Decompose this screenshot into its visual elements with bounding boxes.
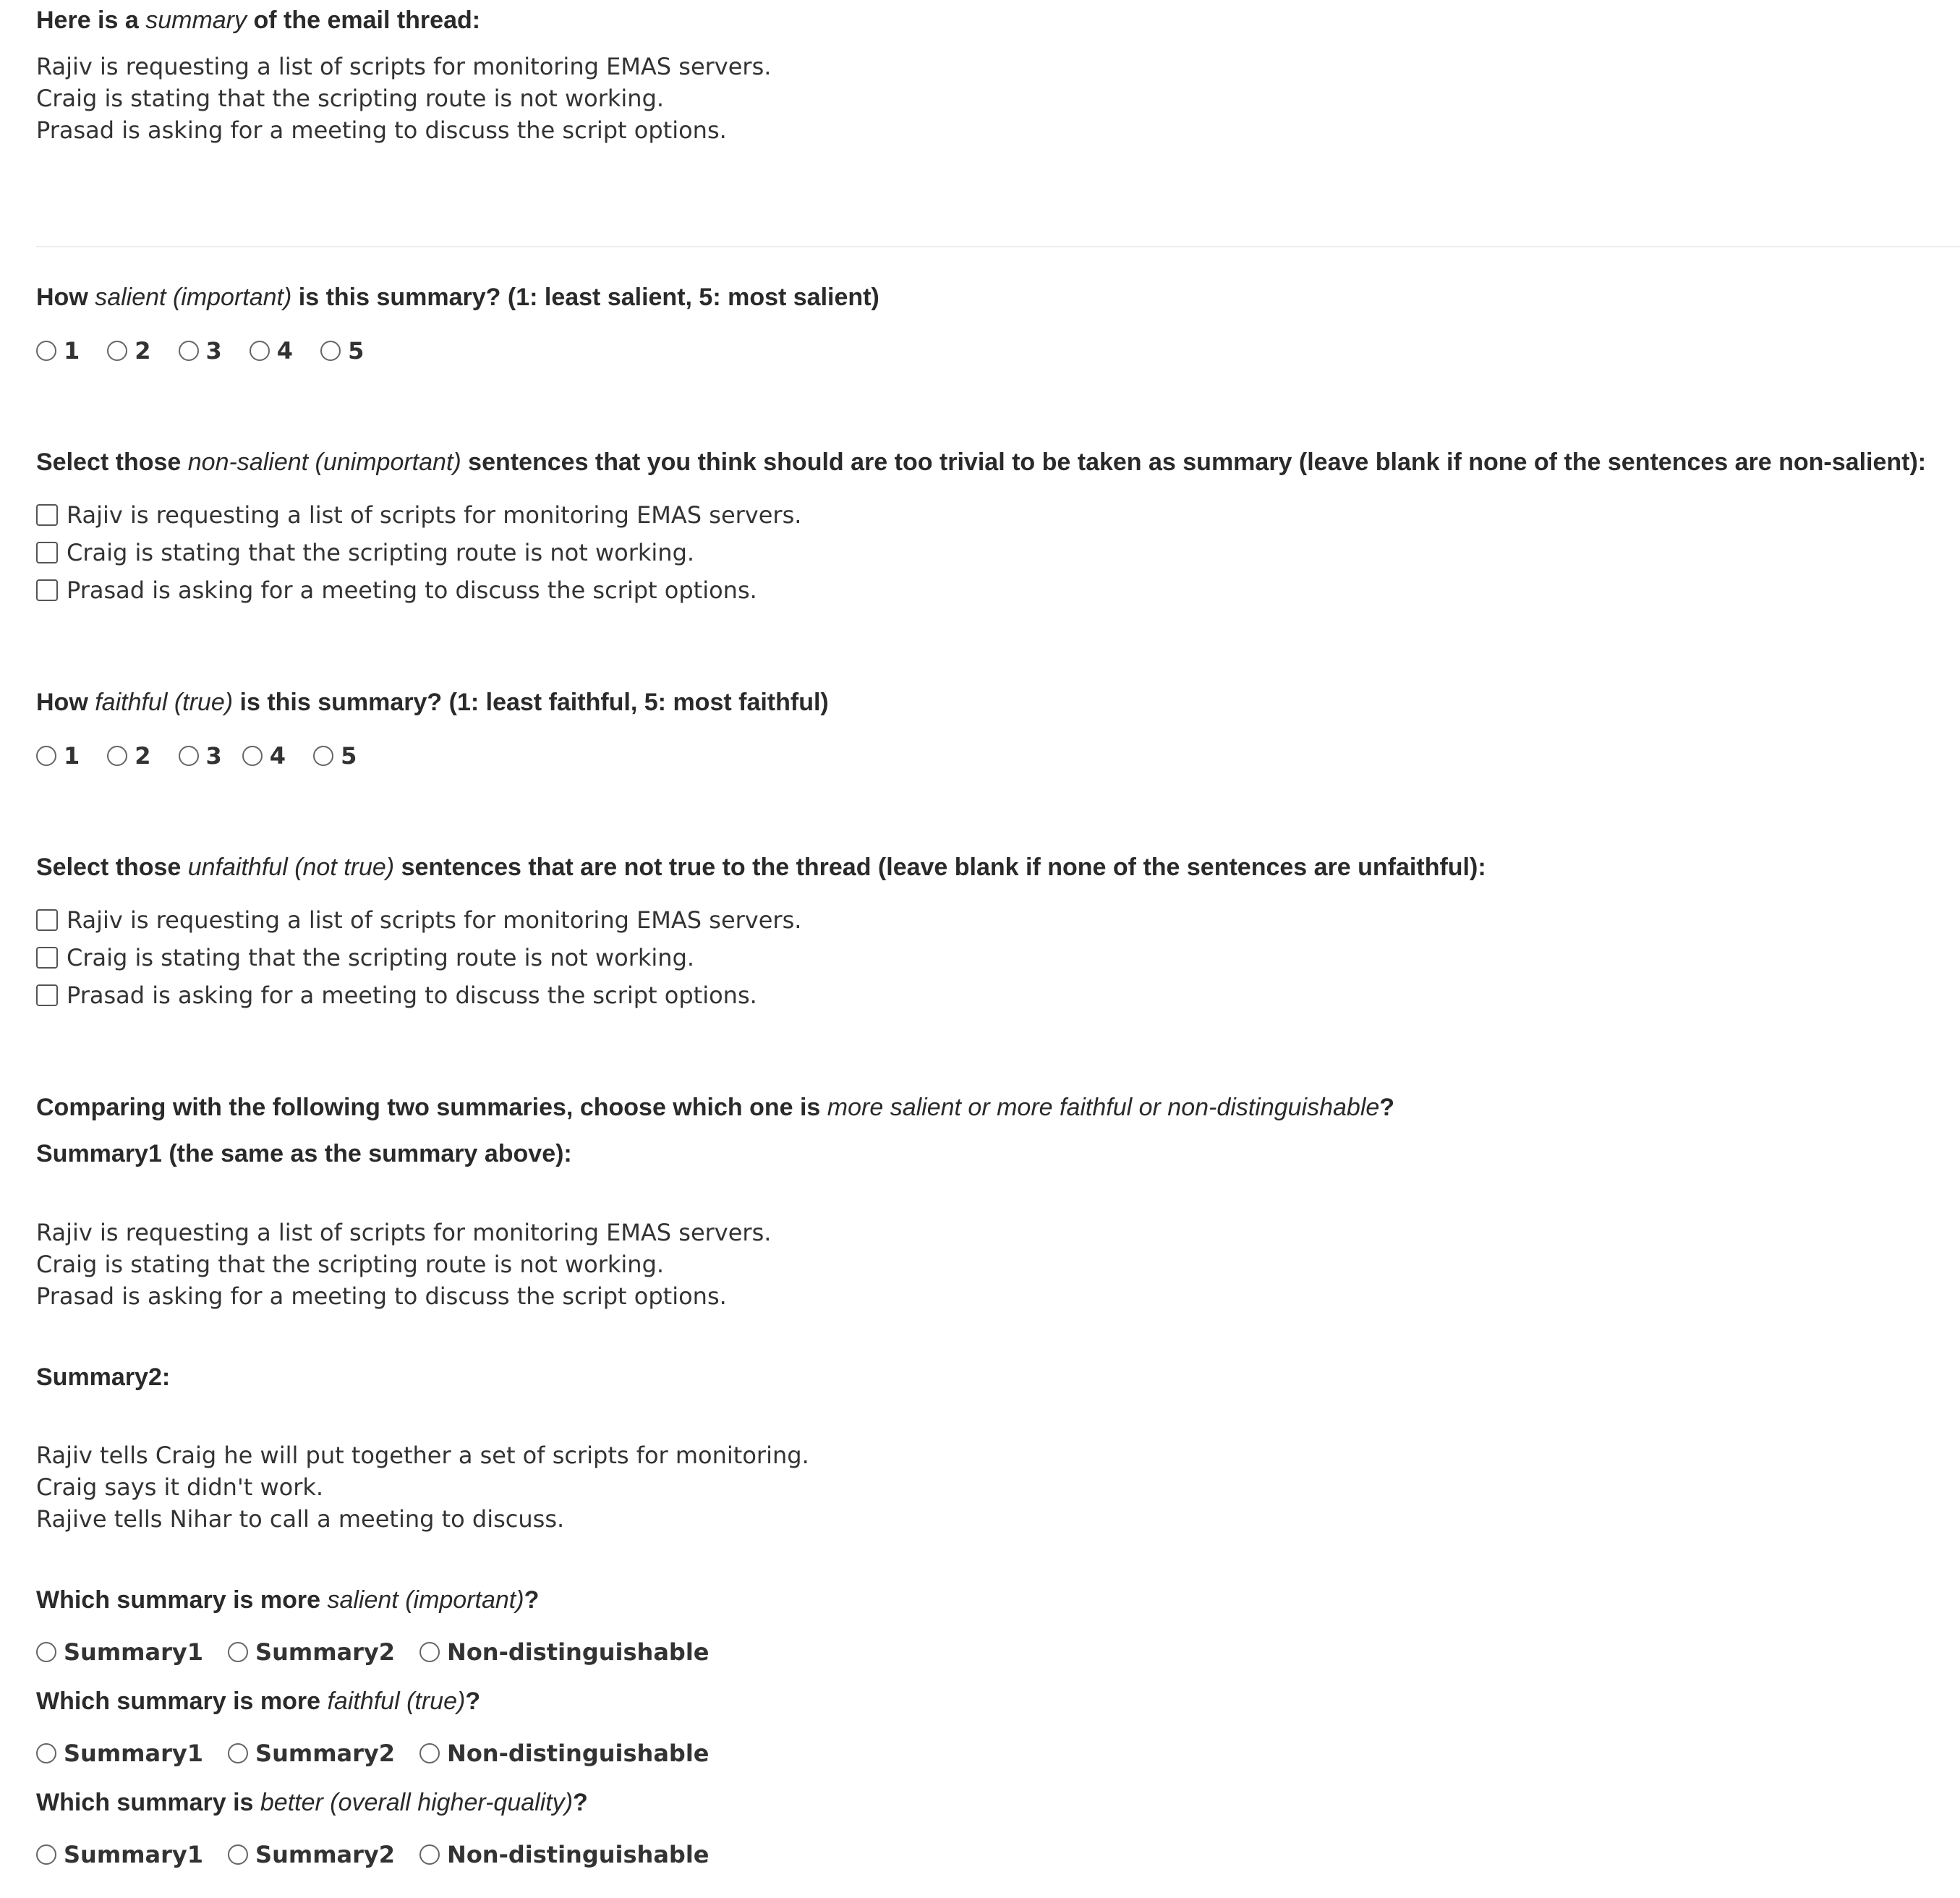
faithful-radio-1[interactable] [36,746,56,766]
compare-better-option-nondistinguishable[interactable] [419,1841,709,1868]
unfaithful-option-2[interactable] [36,940,694,976]
unfaithful-option-3[interactable] [36,977,757,1013]
nonsalient-question [36,448,1926,477]
compare-faithful-prefix: Which summary is more [36,1688,328,1715]
unfaithful-option-1[interactable] [36,902,801,938]
faithful-option-5-label: 5 [341,742,357,770]
summary-heading-emphasis: summary [145,7,247,34]
compare-salient-radio-summary2[interactable] [228,1642,248,1662]
summary1-sentence-1: Rajiv is requesting a list of scripts for monitoring EMAS servers. [36,1219,772,1246]
faithful-option-3[interactable] [179,742,222,770]
salience-radio-3[interactable] [179,341,199,361]
compare-better-group [36,1839,709,1871]
compare-question-suffix: ? [1379,1094,1395,1121]
faithful-option-5[interactable] [313,742,357,770]
compare-better-question [36,1788,588,1817]
summary2-sentence-1: Rajiv tells Craig he will put together a set of scripts for monitoring. [36,1442,809,1469]
salience-option-3[interactable] [179,337,222,365]
faithful-rating-group [36,740,357,772]
salience-question-emphasis: salient (important) [95,284,292,311]
compare-better-emphasis: better (overall higher-quality) [260,1789,574,1816]
salience-radio-2[interactable] [107,341,127,361]
compare-faithful-emphasis: faithful (true) [327,1688,466,1715]
salience-option-4-label: 4 [276,337,294,365]
nonsalient-question-suffix: sentences that you think should are too trivial to be taken as summary (leave blank if none of the sentences are non-salient): [461,448,1927,476]
faithful-option-1-label: 1 [64,742,80,770]
nonsalient-checkbox-2[interactable] [36,542,58,563]
compare-question [36,1093,1394,1122]
faithful-option-2[interactable] [107,742,150,770]
compare-salient-group [36,1636,709,1668]
compare-better-suffix: ? [573,1789,588,1816]
unfaithful-question-emphasis: unfaithful (not true) [187,854,395,881]
compare-faithful-radio-nondistinguishable[interactable] [419,1743,440,1763]
faithful-radio-4[interactable] [242,746,263,766]
unfaithful-option-2-label: Craig is stating that the scripting route is not working. [67,944,695,971]
summary-heading-suffix: of the email thread: [247,7,481,34]
salience-option-4[interactable] [250,337,293,365]
unfaithful-question [36,853,1486,882]
nonsalient-question-prefix: Select those [36,448,188,476]
compare-better-radio-summary2[interactable] [228,1844,248,1865]
salience-option-1[interactable] [36,337,80,365]
summary2-heading: Summary2: [36,1363,171,1391]
faithful-option-1[interactable] [36,742,80,770]
summary1-sentence-2: Craig is stating that the scripting route is not working. [36,1251,665,1278]
compare-salient-label-summary1: Summary1 [64,1638,204,1666]
summary1-text [36,1217,771,1312]
faithful-option-4[interactable] [242,742,286,770]
compare-question-prefix: Comparing with the following two summaries, choose which one is [36,1094,827,1121]
summary-sentence-1: Rajiv is requesting a list of scripts for monitoring EMAS servers. [36,53,772,80]
nonsalient-checkbox-3[interactable] [36,579,58,601]
salience-option-2-label: 2 [135,337,151,365]
compare-salient-radio-summary1[interactable] [36,1642,56,1662]
salience-radio-1[interactable] [36,341,56,361]
unfaithful-checkbox-1[interactable] [36,909,58,931]
salience-rating-group [36,335,364,367]
salience-question-suffix: is this summary? (1: least salient, 5: most salient) [291,284,879,311]
compare-faithful-label-nondistinguishable: Non-distinguishable [447,1740,710,1767]
unfaithful-option-3-label: Prasad is asking for a meeting to discuss the script options. [67,982,757,1009]
compare-salient-label-summary2: Summary2 [255,1638,396,1666]
summary-sentence-3: Prasad is asking for a meeting to discuss the script options. [36,116,727,144]
compare-salient-label-nondistinguishable: Non-distinguishable [447,1638,710,1666]
salience-radio-5[interactable] [320,341,341,361]
compare-faithful-question [36,1687,480,1716]
compare-faithful-radio-summary1[interactable] [36,1743,56,1763]
summary2-text [36,1439,809,1535]
summary-text [36,51,771,146]
faithful-question-suffix: is this summary? (1: least faithful, 5: most faithful) [233,689,829,716]
faithful-question-prefix: How [36,689,95,716]
nonsalient-option-3-label: Prasad is asking for a meeting to discuss the script options. [67,576,757,604]
summary1-heading: Summary1 (the same as the summary above): [36,1140,572,1167]
faithful-option-2-label: 2 [135,742,151,770]
nonsalient-option-1-label: Rajiv is requesting a list of scripts for monitoring EMAS servers. [67,501,802,529]
unfaithful-question-suffix: sentences that are not true to the thread (leave blank if none of the sentences are unfaithful): [394,854,1486,881]
nonsalient-option-1[interactable] [36,497,801,533]
compare-faithful-label-summary1: Summary1 [64,1740,204,1767]
compare-better-radio-summary1[interactable] [36,1844,56,1865]
faithful-radio-2[interactable] [107,746,127,766]
compare-question-emphasis: more salient or more faithful or non-distinguishable [827,1094,1380,1121]
nonsalient-option-3[interactable] [36,572,757,608]
compare-salient-suffix: ? [524,1586,540,1614]
summary2-sentence-2: Craig says it didn't work. [36,1473,324,1501]
compare-better-label-summary1: Summary1 [64,1841,204,1868]
compare-faithful-group [36,1737,709,1769]
salience-option-2[interactable] [107,337,150,365]
nonsalient-checkbox-1[interactable] [36,504,58,526]
compare-faithful-radio-summary2[interactable] [228,1743,248,1763]
compare-faithful-option-nondistinguishable[interactable] [419,1740,709,1767]
salience-option-5[interactable] [320,337,364,365]
faithful-radio-5[interactable] [313,746,333,766]
unfaithful-checkbox-2[interactable] [36,947,58,969]
salience-question [36,283,879,312]
faithful-radio-3[interactable] [179,746,199,766]
salience-question-prefix: How [36,284,95,311]
faithful-option-3-label: 3 [205,742,222,770]
salience-option-1-label: 1 [64,337,80,365]
compare-faithful-label-summary2: Summary2 [255,1740,396,1767]
compare-better-label-summary2: Summary2 [255,1841,396,1868]
salience-radio-4[interactable] [250,341,270,361]
summary1-sentence-3: Prasad is asking for a meeting to discuss the script options. [36,1282,727,1310]
compare-salient-option-nondistinguishable[interactable] [419,1638,709,1666]
compare-better-prefix: Which summary is [36,1789,260,1816]
compare-better-label-nondistinguishable: Non-distinguishable [447,1841,710,1868]
compare-salient-emphasis: salient (important) [327,1586,524,1614]
nonsalient-option-2-label: Craig is stating that the scripting route is not working. [67,539,695,566]
compare-better-radio-nondistinguishable[interactable] [419,1844,440,1865]
compare-salient-option-summary2[interactable] [228,1638,395,1666]
unfaithful-checkbox-3[interactable] [36,984,58,1006]
nonsalient-option-2[interactable] [36,535,694,571]
salience-option-5-label: 5 [348,337,365,365]
compare-salient-option-summary1[interactable] [36,1638,203,1666]
summary-heading [36,6,480,35]
faithful-question [36,688,829,717]
compare-better-option-summary1[interactable] [36,1841,203,1868]
faithful-question-emphasis: faithful (true) [95,689,234,716]
compare-salient-question [36,1586,539,1614]
summary2-sentence-3: Rajive tells Nihar to call a meeting to discuss. [36,1505,565,1533]
compare-faithful-suffix: ? [465,1688,481,1715]
compare-better-option-summary2[interactable] [228,1841,395,1868]
summary-sentence-2: Craig is stating that the scripting route is not working. [36,85,665,112]
unfaithful-question-prefix: Select those [36,854,188,881]
unfaithful-option-1-label: Rajiv is requesting a list of scripts for monitoring EMAS servers. [67,906,802,934]
compare-salient-prefix: Which summary is more [36,1586,328,1614]
section-divider [36,246,1960,247]
summary-heading-prefix: Here is a [36,7,146,34]
faithful-option-4-label: 4 [269,742,286,770]
compare-faithful-option-summary1[interactable] [36,1740,203,1767]
nonsalient-question-emphasis: non-salient (unimportant) [187,448,461,476]
compare-faithful-option-summary2[interactable] [228,1740,395,1767]
compare-salient-radio-nondistinguishable[interactable] [419,1642,440,1662]
salience-option-3-label: 3 [205,337,222,365]
